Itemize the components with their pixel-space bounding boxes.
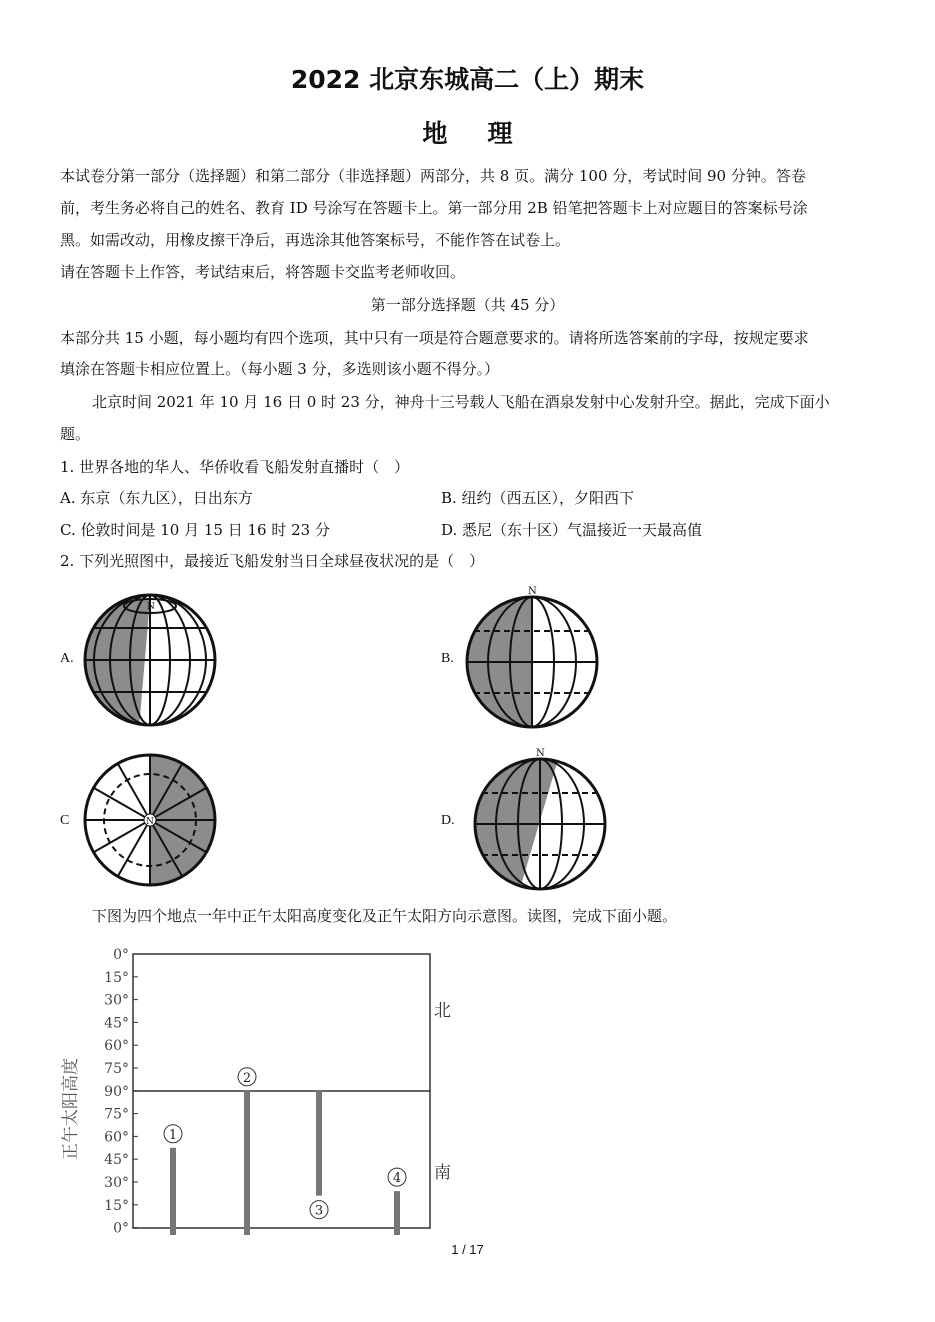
instruction-line-1: 本试卷分第一部分（选择题）和第二部分（非选择题）两部分，共 8 页。满分 100 分，考试时间 90 分钟。答卷 [60,167,806,185]
q1-stem: 1. 世界各地的华人、华侨收看飞船发射直播时（ ） [60,458,410,476]
page-title: 2022 北京东城高二（上）期末 [290,65,645,94]
instruction-line-3: 黑。如需改动，用橡皮擦干净后，再选涂其他答案标号，不能作答在试卷上。 [60,231,571,249]
chart-bar-label-3: 3 [314,1203,324,1219]
chart-ylabel: 正午太阳高度 [61,1058,81,1160]
chart-bar-4 [394,1191,400,1235]
y-tick-label: 60° [104,1038,129,1055]
noon-sun-altitude-chart [60,940,480,1235]
globe-a-pole-label: N [147,602,155,612]
y-tick-label: 45° [104,1152,129,1169]
y-tick-label: 0° [113,1220,129,1235]
q2-label-b: B. [441,651,454,666]
part1-desc-1: 本部分共 15 小题，每小题均有四个选项，其中只有一项是符合题意要求的。请将所选答案前的字母，按规定要求 [60,329,809,347]
chart-bar-2 [244,1091,250,1235]
y-tick-label: 45° [104,1015,129,1032]
chart-north-label: 北 [434,1001,451,1021]
y-tick-label: 60° [104,1129,129,1146]
y-tick-label: 15° [104,969,129,986]
part1-heading: 第一部分选择题（共 45 分） [370,296,565,314]
y-tick-label: 90° [104,1083,129,1100]
globe-a-diagram [82,592,218,728]
q1-option-c: C. 伦敦时间是 10 月 15 日 16 时 23 分 [60,521,330,539]
y-tick-label: 0° [113,947,129,963]
instruction-line-4: 请在答题卡上作答，考试结束后，将答题卡交监考老师收回。 [60,263,466,281]
page-number: 1 / 17 [451,1242,484,1257]
passage2: 下图为四个地点一年中正午太阳高度变化及正午太阳方向示意图。读图，完成下面小题。 [92,907,678,925]
chart-bar-3 [316,1091,322,1196]
y-tick-label: 75° [104,1106,129,1123]
passage1-line-2: 题。 [60,425,91,443]
y-tick-label: 30° [104,992,129,1009]
globe-b-pole-label: N [528,586,537,597]
q2-label-c: C [60,813,70,828]
subject-title: 地理 [422,119,553,148]
chart-bar-label-1: 1 [168,1127,178,1143]
globe-c-pole-label: N [146,817,154,827]
q2-label-d: D. [441,813,455,828]
chart-bar-label-2: 2 [242,1070,252,1086]
q2-label-a: A. [60,651,74,666]
globe-d-diagram [472,746,608,892]
q2-stem: 2. 下列光照图中，最接近飞船发射当日全球昼夜状况的是（ ） [60,552,485,570]
q1-option-b: B. 纽约（西五区），夕阳西下 [441,489,635,507]
part1-desc-2: 填涂在答题卡相应位置上。（每小题 3 分，多选则该小题不得分。） [60,360,500,378]
q1-option-a: A. 东京（东九区），日出东方 [60,489,253,507]
y-tick-label: 30° [104,1175,129,1191]
y-tick-label: 15° [104,1197,129,1214]
chart-south-label: 南 [434,1163,451,1183]
globe-c-diagram [82,752,218,888]
globe-d-pole-label: N [536,748,545,759]
chart-bar-label-4: 4 [392,1171,402,1187]
y-tick-label: 75° [104,1061,129,1077]
globe-b-diagram [464,584,600,730]
instruction-line-2: 前，考生务必将自己的姓名、教育 ID 号涂写在答题卡上。第一部分用 2B 铅笔把答题卡上对应题目的答案标号涂 [60,199,808,217]
q1-option-d: D. 悉尼（东十区）气温接近一天最高值 [441,521,703,539]
chart-bar-1 [170,1148,176,1235]
passage1-line-1: 北京时间 2021 年 10 月 16 日 0 时 23 分，神舟十三号载人飞船在酒泉发射中心发射升空。据此，完成下面小 [92,393,830,411]
